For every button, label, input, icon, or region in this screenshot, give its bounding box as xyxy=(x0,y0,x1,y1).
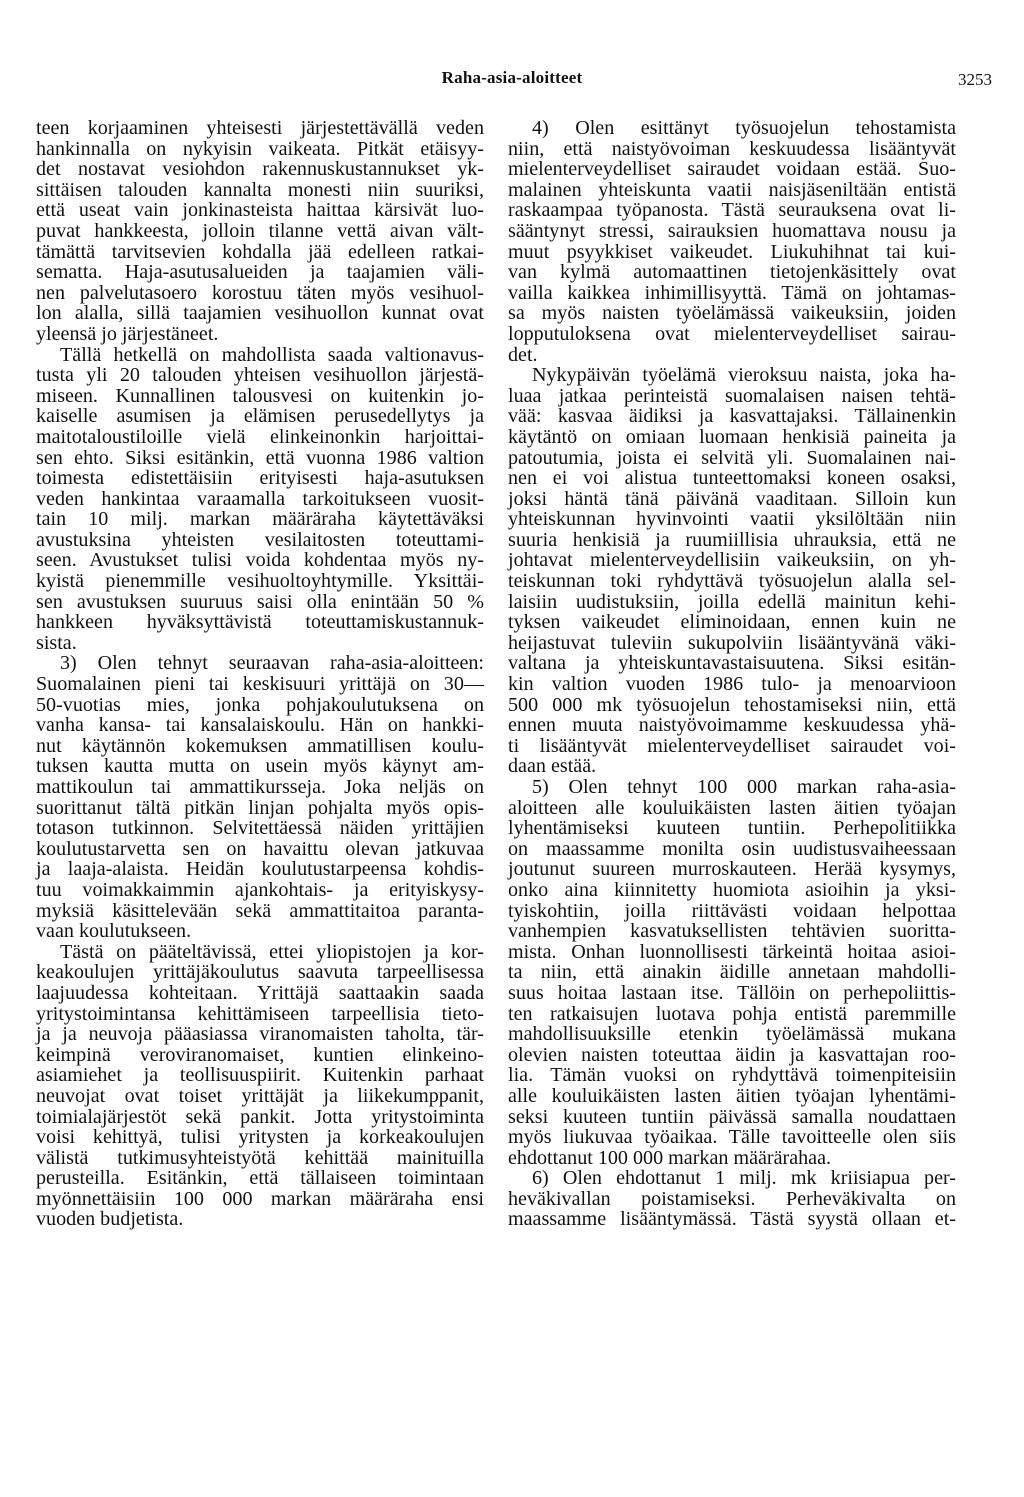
text-line: teen korjaaminen yhteisesti järjestettävällä veden xyxy=(36,117,484,139)
text-line: vää: kasvaa äidiksi ja kasvattajaksi. Tällainenkin xyxy=(508,405,956,428)
text-line: avustuksina yhteisten vesilaitosten toteuttami- xyxy=(36,528,484,551)
text-line: 4) Olen esittänyt työsuojelun tehostamista xyxy=(532,117,956,139)
text-line: sääntynyt stressi, sairauksien huomattava nousu ja xyxy=(508,219,956,242)
text-line: koulutustarvetta sen on havaittu olevan jatkuvaa xyxy=(36,837,484,860)
text-line: kin valtion vuoden 1986 tulo- ja menoarvioon xyxy=(508,673,956,696)
text-line: ti lisääntyvät mielenterveydelliset sairaudet voi- xyxy=(508,734,956,757)
text-line: det. xyxy=(508,343,538,366)
text-line: asiamiehet ja teollisuuspiirit. Kuitenkin parhaat xyxy=(36,1064,484,1087)
text-line: Tästä on pääteltävissä, ettei yliopistojen ja kor- xyxy=(60,940,484,963)
text-line: mahdollisuuksille etenkin työelämässä mukana xyxy=(508,1023,956,1046)
text-line: tämättä tarvitsevien kohdalla jää edelleen ratkai- xyxy=(36,240,484,263)
text-line: neuvojat ovat toiset yrittäjät ja liikekumppanit, xyxy=(36,1084,484,1107)
text-line: raskaampaa työpanosta. Tästä seurauksena ovat li- xyxy=(508,199,956,222)
text-line: hankinnalla on nykyisin vaikeata. Pitkät etäisyy- xyxy=(36,137,484,160)
text-line: vuoden budjetista. xyxy=(36,1208,184,1231)
text-line: totason tutkinnon. Selvitettäessä näiden yrittäjien xyxy=(36,817,484,840)
text-line: olevien naisten toteuttaa äidin ja kasvattajan roo- xyxy=(508,1043,956,1066)
text-line: ehdottanut 100 000 markan määrärahaa. xyxy=(508,1146,832,1169)
text-line: ja ja neuvoja pääasiassa viranomaisten taholta, tär- xyxy=(36,1023,484,1046)
running-title: Raha-asia-aloitteet xyxy=(441,68,583,87)
text-line: vaan koulutukseen. xyxy=(36,920,192,943)
text-line: muut psyykkiset vaikeudet. Liukuhihnat tai kui- xyxy=(508,240,956,263)
text-line: 3) Olen tehnyt seuraavan raha-asia-aloitteen: xyxy=(60,652,484,675)
text-line: laajuudessa kohteitaan. Yrittäjä saattaakin saada xyxy=(36,981,484,1004)
text-line: 5) Olen tehnyt 100 000 markan raha-asia- xyxy=(532,776,956,798)
text-line: valtana ja yhteiskuntavastaisuutena. Siksi esitän- xyxy=(508,652,956,675)
text-line: heijastuvat tuleviin sukupolviin lisääntyvänä väki- xyxy=(508,631,956,654)
text-line: sen avustuksen suuruus saisi olla enintään 50 % xyxy=(36,590,484,613)
text-line: vailla kaikkea inhimillisyyttä. Tämä on johtamas- xyxy=(508,281,956,304)
text-line: aloitteen alle kouluikäisten lasten äitien työajan xyxy=(508,796,956,819)
text-line: seen. Avustukset tulisi voida kohdentaa myös ny- xyxy=(36,549,484,572)
text-line: tuu voimakkaimmin ajankohtais- ja erityiskysy- xyxy=(36,878,484,901)
text-line: suorittanut tältä pitkän linjan pohjalta myös opis- xyxy=(36,796,484,819)
text-line: välistä tutkimusyhteistyötä kehittää mainituilla xyxy=(36,1146,484,1169)
text-line: van kylmä automaattinen tietojenkäsittely ovat xyxy=(508,261,956,284)
text-line: myönnettäisiin 100 000 markan määräraha ensi xyxy=(36,1187,484,1210)
text-line: johtavat mielenterveydellisiin vaikeuksiin, on yh- xyxy=(508,549,956,572)
text-line: maitotaloustiloille vielä elinkeinonkin harjoittai- xyxy=(36,425,484,448)
text-line: sen ehto. Siksi esitänkin, että vuonna 1986 valtion xyxy=(36,446,484,469)
text-line: yhteiskunnan hyvinvointi vaatii yksilöltään niin xyxy=(508,508,956,531)
text-line: keakoulujen yrittäjäkoulutus saavuta tarpeellisessa xyxy=(36,961,484,984)
text-line: tuksen kautta mutta on usein myös käynyt am- xyxy=(36,755,484,778)
text-line: keimpinä veroviranomaiset, kuntien elinkeino- xyxy=(36,1043,484,1066)
text-line: mista. Onhan luonnollisesti tärkeintä hoitaa asioi- xyxy=(508,940,956,963)
text-line: yleensä jo järjestäneet. xyxy=(36,322,219,345)
text-line: lon alalla, sillä taajamien vesihuollon kunnat ovat xyxy=(36,302,484,325)
text-line: käytäntö on omiaan luomaan henkisiä paineita ja xyxy=(508,425,956,448)
text-line: puvat hankkeesta, jolloin tilanne vettä aivan vält- xyxy=(36,219,484,242)
text-line: tusta yli 20 talouden yhteisen vesihuollon järjestä- xyxy=(36,364,484,387)
text-line: 50-vuotias mies, jonka pohjakoulutuksena on xyxy=(36,693,484,716)
text-line: niin, että naistyövoiman keskuudessa lisääntyvät xyxy=(508,137,956,160)
text-line: veden hankintaa varaamalla tarkoitukseen vuosit- xyxy=(36,487,484,510)
text-line: heväkivallan poistamiseksi. Perheväkivalta on xyxy=(508,1187,956,1210)
text-line: voisi kehittyä, tulisi yritysten ja korkeakoulujen xyxy=(36,1126,484,1149)
text-line: tain 10 milj. markan määräraha käytettäväksi xyxy=(36,508,484,531)
text-line: myös liukuvaa työaikaa. Tälle tavoitteelle olen siis xyxy=(508,1126,956,1149)
text-line: sittäisen talouden kannalta monesti niin suuriksi, xyxy=(36,178,484,201)
text-line: hankkeen hyväksyttävistä toteuttamiskustannuk- xyxy=(36,611,484,634)
text-line: maassamme lisääntymässä. Tästä syystä ollaan et- xyxy=(508,1208,956,1231)
text-line: suus hoitaa lastaan itse. Tällöin on perhepoliittis- xyxy=(508,981,956,1004)
text-line: sa myös naisten työelämässä vaikeuksiin, joiden xyxy=(508,302,956,325)
text-line: Nykypäivän työelämä vieroksuu naista, joka ha- xyxy=(532,364,956,387)
text-line: det nostavat vesiohdon rakennuskustannukset yk- xyxy=(36,158,484,181)
text-line: 6) Olen ehdottanut 1 milj. mk kriisiapua per- xyxy=(532,1167,956,1190)
text-line: nut käytännön kokemuksen ammatillisen koulu- xyxy=(36,734,484,757)
text-line: on maassamme monilta osin uudistusvaiheessaan xyxy=(508,837,956,860)
text-line: nen ei voi alistua tunteettomaksi koneen osaksi, xyxy=(508,467,956,490)
text-line: daan estää. xyxy=(508,755,597,778)
text-line: alle kouluikäisten lasten äitien työajan lyhentämi- xyxy=(508,1084,956,1107)
text-line: vanha kansa- tai kansalaiskoulu. Hän on hankki- xyxy=(36,714,484,737)
text-line: ja laaja-alaista. Heidän koulutustarpeensa kohdis- xyxy=(36,858,484,881)
page-number: 3253 xyxy=(958,70,992,89)
text-line: lia. Tämän vuoksi on ryhdyttävä toimenpiteisiin xyxy=(508,1064,956,1087)
text-line: ta niin, että ainakin äidille annetaan mahdolli- xyxy=(508,961,956,984)
text-line: lopputuloksena ovat mielenterveydelliset sairau- xyxy=(508,322,956,345)
text-line: miseen. Kunnallinen talousvesi on kuitenkin jo- xyxy=(36,384,484,407)
text-line: yritystoimintansa kehittämiseen tarpeellisia tieto- xyxy=(36,1002,484,1025)
text-line: joutunut suureen murroskauteen. Herää kysymys, xyxy=(508,858,956,881)
text-line: kaiselle asumisen ja elämisen perusedellytys ja xyxy=(36,405,484,428)
text-line: sematta. Haja-asutusalueiden ja taajamien väli- xyxy=(36,261,484,284)
text-line: sista. xyxy=(36,631,77,654)
text-line: onko aina kiinnitetty huomiota asioihin ja yksi- xyxy=(508,878,956,901)
text-line: mielenterveydelliset sairaudet voidaan estää. Suo- xyxy=(508,158,956,181)
right-column xyxy=(508,118,956,1230)
text-line: malainen yhteiskunta vaatii naisjäseniltään entistä xyxy=(508,178,956,201)
text-line: vanhempien kasvatuksellisten tehtävien suoritta- xyxy=(508,920,956,943)
text-line: Suomalainen pieni tai keskisuuri yrittäjä on 30— xyxy=(36,673,484,696)
text-line: toimialajärjestöt sekä pankit. Jotta yritystoiminta xyxy=(36,1105,484,1128)
text-line: teiskunnan toki ryhdyttävä työsuojelun alalla sel- xyxy=(508,570,956,593)
text-line: suuria henkisiä ja ruumiillisia uhrauksia, että ne xyxy=(508,528,956,551)
text-line: tyksen vaikeudet eliminoidaan, ennen kuin ne xyxy=(508,611,956,634)
text-line: luaa jatkaa perinteistä suomalaisen naisen tehtä- xyxy=(508,384,956,407)
text-line: seksi kuuteen tuntiin päivässä samalla noudattaen xyxy=(508,1105,956,1128)
text-line: ennen muuta naistyövoimamme keskuudessa yhä- xyxy=(508,714,956,737)
text-line: joksi häntä tänä päivänä vaaditaan. Silloin kun xyxy=(508,487,956,510)
text-line: 500 000 mk työsuojelun tehostamiseksi niin, että xyxy=(508,693,956,716)
text-line: Tällä hetkellä on mahdollista saada valtionavus- xyxy=(60,343,484,366)
text-line: että useat vain jonkinasteista haittaa kärsivät luo- xyxy=(36,199,484,222)
text-line: tyiskohtiin, joilla riittävästi voidaan helpottaa xyxy=(508,899,956,922)
text-line: toimesta edistettäisiin erityisesti haja-asutuksen xyxy=(36,467,484,490)
text-line: mattikoulun tai ammattikursseja. Joka neljäs on xyxy=(36,776,484,798)
text-line: perusteilla. Esitänkin, että tällaiseen toimintaan xyxy=(36,1167,484,1190)
left-column xyxy=(36,118,484,1230)
text-line: patoutumia, joista ei selvitä yli. Suomalainen nai- xyxy=(508,446,956,469)
text-line: kyistä pienemmille vesihuoltoyhtymille. Yksittäi- xyxy=(36,570,484,593)
text-line: myksiä käsittelevään sekä ammattitaitoa paranta- xyxy=(36,899,484,922)
text-line: lyhentämiseksi kuuteen tuntiin. Perhepolitiikka xyxy=(508,817,956,840)
text-line: nen palvelutasoero korostuu täten myös vesihuol- xyxy=(36,281,484,304)
text-line: ten ratkaisujen luotava pohja entistä paremmille xyxy=(508,1002,956,1025)
text-line: laisiin uudistuksiin, joilla edellä mainitun kehi- xyxy=(508,590,956,613)
